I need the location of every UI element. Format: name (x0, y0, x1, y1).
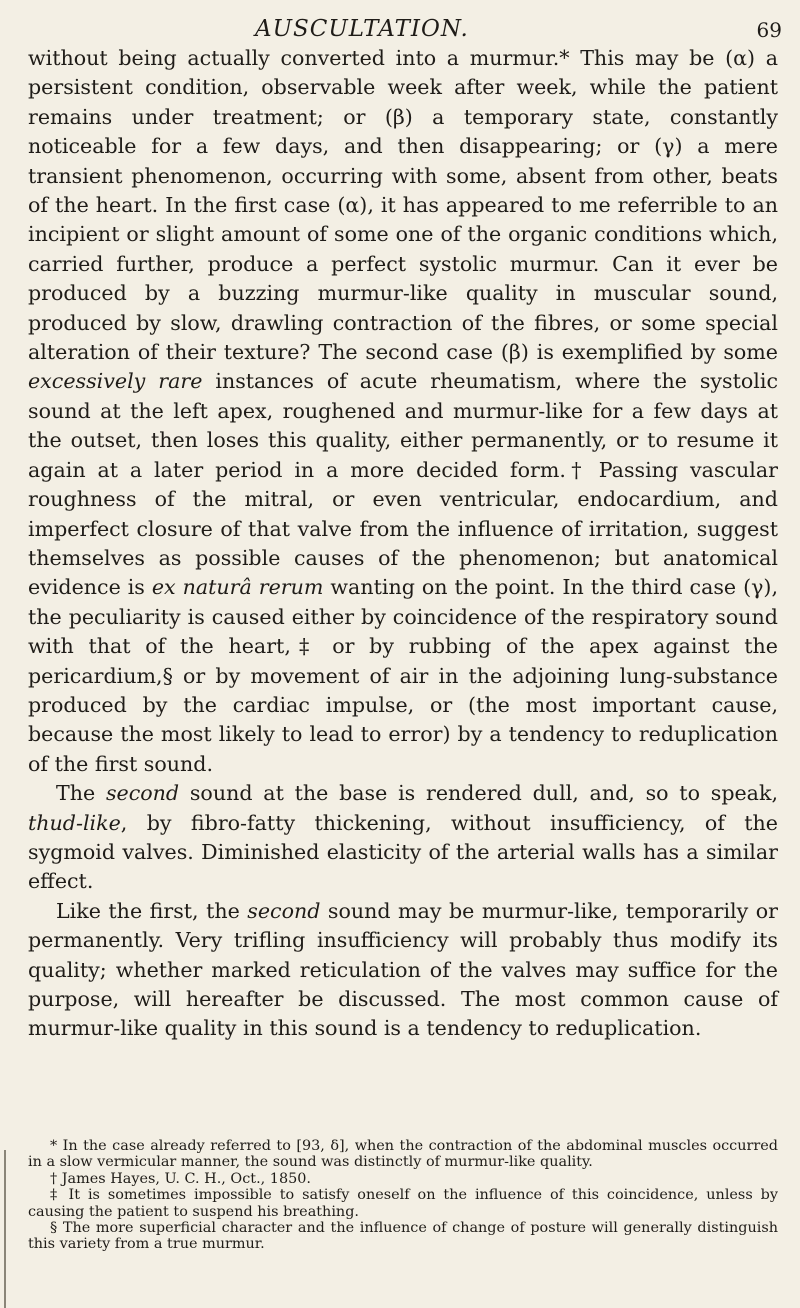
paragraph (28, 779, 778, 897)
text-run: The (56, 781, 106, 806)
text-run: , by fibro-fatty thickening, without insufficiency, of the sygmoid valves. Diminished elasticity of the arterial walls has a similar effect. (28, 810, 778, 894)
paragraph (28, 44, 778, 779)
footnote: ‡ It is sometimes impossible to satisfy oneself on the influence of this coincidence, unless by causing the patient to suspend his breathing. (28, 1187, 778, 1220)
text-run: instances of acute rheumatism, where the systolic sound at the left apex, roughened and murmur-like for a few days at the outset, then loses this quality, either permanently, or to resume it again at a later period in a more decided form.† Passing vascular roughness of the mitral, or even ventricular, endocardium, and imperfect closure of that valve from the influence of irritation, suggest themselves as possible causes of the phenomenon; but anatomical evidence is (28, 369, 778, 600)
footnotes (28, 1138, 778, 1253)
page-number: 69 (756, 18, 782, 42)
text-run: sound at the base is rendered dull, and, so to speak, (179, 781, 778, 806)
italic-text: excessively rare (28, 369, 203, 394)
body-text (28, 44, 778, 1044)
footnote: † James Hayes, U. C. H., Oct., 1850. (50, 1170, 311, 1187)
page-header (0, 14, 800, 48)
text-run: without being actually converted into a murmur.* This may be (α) a persistent condition, observable week after week, while the patient remains under treatment; or (β) a temporary state, constantly noticeable for a few days, and then disappearing; or (γ) a mere transient phenomenon, occurring with some, absent from other, beats of the heart. In the first case (α), it has appeared to me referrible to an incipient or slight amount of some one of the organic conditions which, carried further, produce a perfect systolic murmur. Can it ever be produced by a buzzing murmur-like quality in muscular sound, produced by slow, drawling contraction of the fibres, or some special alteration of their texture? The second case (β) is exemplified by some (28, 46, 778, 365)
italic-text: ex naturâ rerum (151, 575, 324, 600)
paragraph (28, 897, 778, 1044)
text-run: wanting on the point. In the third case (γ), the peculiarity is caused either by coincidence of the respiratory sound with that of the heart,‡ or by rubbing of the apex against the pericardium,§ or by movement of air in the adjoining lung-substance produced by the cardiac impulse, or (the most important cause, because the most likely to lead to error) by a tendency to reduplication of the first sound. (28, 575, 778, 776)
footnote: § The more superficial character and the influence of change of posture will generally distinguish this variety from a true murmur. (28, 1220, 778, 1253)
italic-text: second (247, 898, 321, 923)
page-edge-rule (4, 1150, 6, 1308)
italic-text: thud-like (28, 810, 121, 835)
text-run: sound may be murmur-like, temporarily or permanently. Very trifling insufficiency will probably thus modify its quality; whether marked reticulation of the valves may suffice for the purpose, will hereafter be discussed. The most common cause of murmur-like quality in this sound is a tendency to reduplication. (28, 898, 778, 1041)
italic-text: second (105, 781, 180, 806)
text-run: Like the first, the (56, 898, 248, 923)
footnote: * In the case already referred to [93, δ], when the contraction of the abdominal muscles occurred in a slow vermicular manner, the sound was distinctly of murmur-like quality. (28, 1138, 778, 1171)
running-title: AUSCULTATION. (255, 16, 469, 42)
